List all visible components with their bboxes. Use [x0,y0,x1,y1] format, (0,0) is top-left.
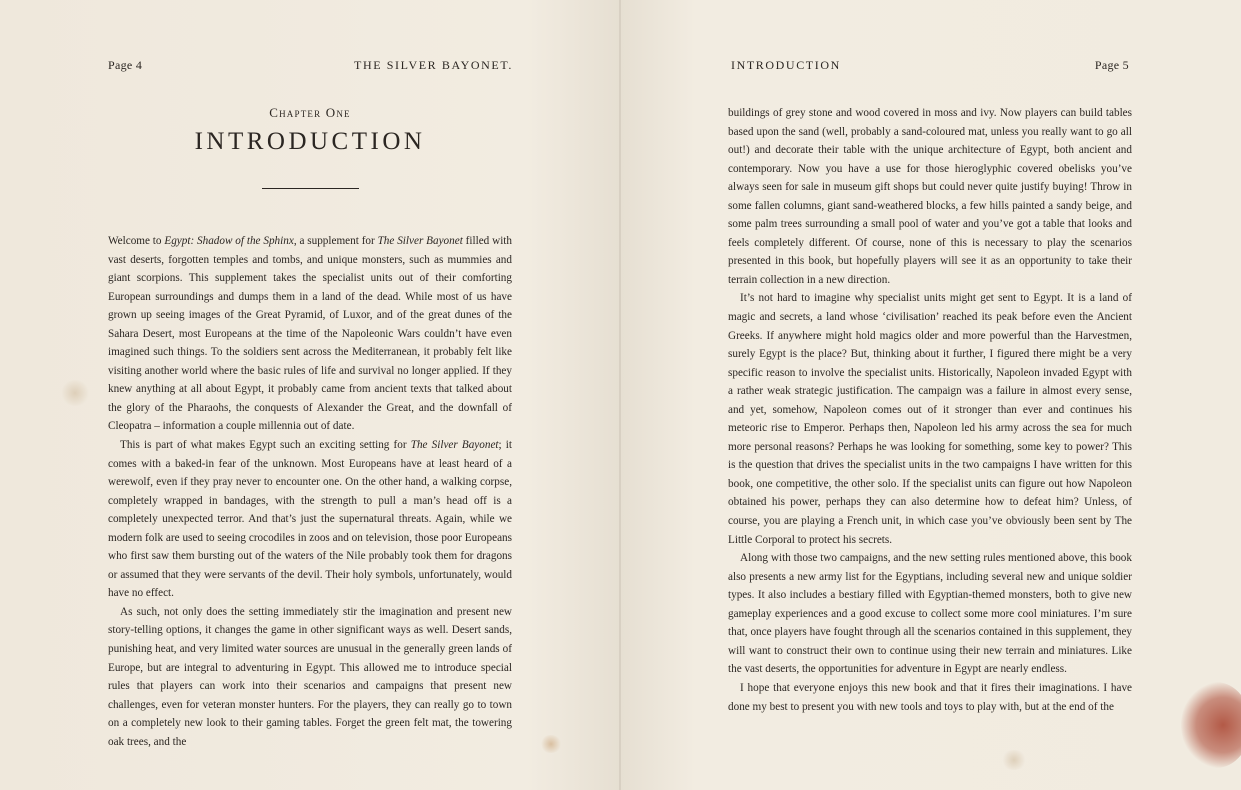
text-run: , a supplement for [293,235,378,247]
right-body-text [728,104,1132,716]
paragraph: buildings of grey stone and wood covered in moss and ivy. Now players can build tables based upon the sand (well, probably a sand-coloured mat, unless you really want to go all out!) and decorate their table with the unique architecture of Egypt, both ancient and contemporary. Now you have a use for those hieroglyphic covered obelisks you’ve always seen for sale in museum gift shops but could never quite justify buying! Throw in some fallen columns, giant sand-weathered blocks, a few hills painted a sandy beige, and some palm trees surrounding a small pool of water and you’ve got a table that looks and feels completely different. Of course, none of this is necessary to play the scenarios presented in this book, but hopefully players will see it as an opportunity to take their terrain collection in a new direction. [728,107,1132,286]
chapter-label: Chapter One [269,105,351,120]
book-title: The Silver Bayonet [410,439,499,452]
text-run: Welcome to [108,235,165,247]
paragraph: As such, not only does the setting immediately stir the imagination and present new story-telling options, it changes the game in other significant ways as well. Desert sands, punishing heat, and very limited water sources are unusual in the generally green lands of Europe, but are integral to adventuring in Egypt. This allowed me to introduce special rules that players can work into their scenarios and campaigns that present new challenges, even for veteran monster hunters. For the players, they can really go to town on a completely new look to their gaming tables. Forget the green felt mat, the towering oak trees, and the [108,605,512,748]
paper-stain [540,735,562,753]
left-page [0,0,620,790]
paragraph: I hope that everyone enjoys this new book and that it fires their imaginations. I have done my best to present you with new tools and toys to play with, but at the end of the [728,681,1132,713]
title-rule [262,188,359,189]
paper-stain [1001,750,1027,770]
paragraph [108,232,512,436]
blood-stain [1181,682,1241,768]
text-run: filled with vast deserts, forgotten temples and tombs, and unique monsters, such as mummies and giant scorpions. This supplement takes the specialist units out of their comforting European surroundings and dumps them in a land of the dead. While most of us have grown up seeing images of the Great Pyramid, of Luxor, and of the great dunes of the Sahara Desert, most Europeans at the time of the Napoleonic Wars couldn’t have even imagined such things. To the soldiers sent across the Mediterranean, it probably felt like visiting another world where the basic rules of life and survival no longer applied. If they knew anything at all about Egypt, it probably came from ancient texts that talked about the glory of the Pharaohs, the conquests of Alexander the Great, and the downfall of Cleopatra – information a couple millennia out of date. [108,235,513,433]
book-title: Egypt: Shadow of the Sphinx [164,235,294,247]
page-number-right: Page 5 [1094,58,1129,72]
paper-stain [60,380,90,406]
text-run: ; it comes with a baked-in fear of the unknown. Most Europeans have at least heard of a werewolf, even if they pray never to encounter one. On the other hand, a walking corpse, completely wrapped in bandages, with the strength to pull a man’s head off is a completely unexpected terror. And that’s just the supernatural threats. Again, while we modern folk are used to seeing crocodiles in zoos and on television, those poor Europeans who first saw them bursting out of the waters of the Nile probably took them for dragons or assumed that they were servants of the devil. Their holy symbols, unfortunately, would have no effect. [108,439,513,600]
page-number-left: Page 4 [108,58,143,72]
paragraph: It’s not hard to imagine why specialist units might get sent to Egypt. It is a land of magic and secrets, a land whose ‘civilisation’ reached its peak before even the Ancient Greeks. If anywhere might hold magics older and more powerful than the Harvestmen, surely Egypt is the place? But, thinking about it further, I figured there might be a very specific reason to involve the specialist units. Historically, Napoleon invaded Egypt with a rather weak strategic justification. The campaign was a failure in almost every sense, and yet, somehow, Napoleon comes out of it stronger than ever and continues his meteoric rise to Emperor. Perhaps then, Napoleon led his army across the sea for much more personal reasons? Perhaps he was looking for something, some key to power? This is the question that drives the specialist units in the two campaigns I have written for this book, one competitive, the other solo. If the specialist units can figure out how Napoleon obtained his power, perhaps they can also determine how to defeat him? Unless, of course, you are playing a French unit, in which case you’ve obviously been sent by The Little Corporal to protect his secrets. [728,292,1132,546]
paragraph: Along with those two campaigns, and the new setting rules mentioned above, this book also presents a new army list for the Egyptians, including several new and unique soldier types. It also includes a bestiary filled with Egyptian-themed monsters, both to give new gameplay experiences and a good excuse to collect some more cool miniatures. I’m sure that, once players have fought through all the scenarios contained in this supplement, they will want to construct their own to continue using their new terrain and miniatures. Like the vast deserts, the opportunities for adventure in Egypt are nearly endless. [728,552,1132,676]
text-run: This is part of what makes Egypt such an exciting setting for [120,439,411,452]
right-page [621,0,1241,790]
running-title-left: THE SILVER BAYONET. [354,58,513,72]
left-body-text [108,232,512,751]
paragraph [108,436,512,603]
running-title-right: INTRODUCTION [731,58,841,72]
book-title: The Silver Bayonet [377,235,463,247]
chapter-title: INTRODUCTION [194,128,426,155]
